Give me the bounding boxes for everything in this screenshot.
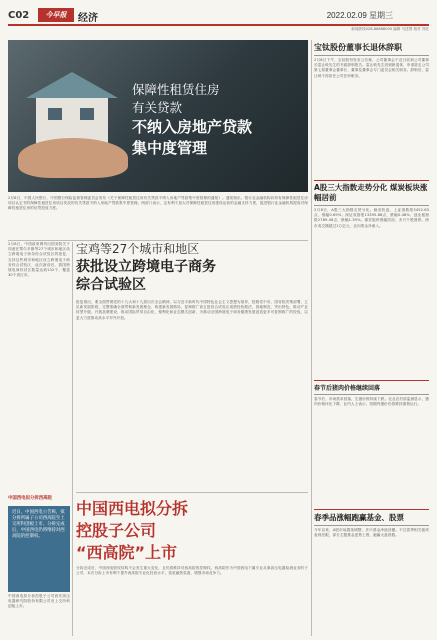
newspaper-logo: 今早报 [38, 8, 74, 22]
article-text: 2月8日，中国人民银行、中国银行保险监督管理委员会发布《关于保障性租赁住房有关贷款不纳入房地产贷款集中度管理的通知》。通知指出，银行业金融机构向持有保障性租赁住房项目认定书的保障性租赁住房项目发放的有关贷款不纳入房地产贷款集中度管理。两部门表示，这有利于加大对保障性租赁住房建设运营的金融支持力度，促进银行业金融机构提高对保障性租赁住房的信贷投放力度。 [8, 196, 308, 211]
middle-kicker: 宝鸡等27个城市和地区 [76, 242, 200, 256]
middle-article-body [76, 300, 308, 490]
header-rule [8, 24, 429, 26]
page-number: C02 [8, 10, 30, 21]
lead-headline-2: 集中度管理 [132, 139, 208, 157]
pull-quote-title: 中国西电拟分拆西高院 [8, 496, 52, 501]
window-icon [48, 108, 62, 120]
divider [76, 492, 308, 493]
house-roof-icon [26, 72, 118, 98]
right-text-3: 春节后，市场需求回落，生猪价格持续下跌。农业农村部监测显示，猪肉价格环比下降，业内人士表示，短期内猪价仍将维持弱势运行。 [314, 397, 429, 407]
lead-feature-image [8, 40, 308, 192]
lead-article-body [8, 196, 308, 240]
bottom-headline-1: 中国西电拟分拆 [76, 499, 189, 518]
divider [314, 509, 429, 510]
right-text-2: 2月8日，A股三大指数走势分化。截至收盘，上证指数报3452.63点，涨幅0.69%；深证成指报13395.88点，跌幅0.48%；创业板指报2789.46点，跌幅1.39%。煤炭板块涨幅居前，多只个股涨停。两市成交额超过1万亿元，北向资金净流入。 [314, 208, 429, 228]
column-divider [311, 40, 312, 636]
blue-summary-box [8, 506, 70, 592]
issue-date: 2022.02.09 星期三 [326, 11, 393, 20]
contact-line: 新闻热线028-88888000 编辑 马述贤 校对 苏旺 [351, 27, 429, 31]
bottom-article-body [76, 566, 308, 636]
article-text: 分拆完成后，中国西电股权结构不会发生重大变化，且仍将维持对西高院的控制权。西高院作为中国西电下属专业从事高压电器检测业务的子公司，本次分拆上市有利于提升西高院专业化经营水平，拓宽融资渠道，增强市场竞争力。 [76, 566, 308, 576]
section-title: 经济 [78, 13, 98, 24]
right-text-4: 今年以来，A股市场震荡调整，多只基金净值回撤。不过春季相关板块表现亮眼，部分主题基金逆势上涨，跑赢大盘指数。 [314, 528, 429, 538]
bottom-headline-2: 控股子公司 [76, 521, 157, 540]
middle-headline-1: 获批设立跨境电子商务 [76, 259, 216, 275]
divider [314, 380, 429, 381]
window-icon [80, 108, 94, 120]
left-column-bottom-text: 中国西电拟分拆控股子公司西安高压电器研究院股份有限公司至上交所科创板上市。 [8, 594, 70, 609]
page-header [8, 8, 429, 38]
right-headline-3: 春节后猪肉价格继续回落 [314, 383, 429, 395]
divider [314, 180, 429, 181]
lead-subtitle-2: 有关贷款 [132, 100, 183, 115]
lead-subtitle-1: 保障性租赁住房 [132, 82, 220, 97]
bottom-headline-3: “西高院”上市 [76, 543, 178, 562]
summary-text: 近日，中国西电公告称，拟分拆所属子公司西高院至上交所科创板上市。分拆完成后，中国西电仍将维持对西高院的控制权。 [12, 510, 65, 539]
left-column-text: 2月8日，中国政府网刊出国务院关于同意在鄂尔多斯等27个城市和地区设立跨境电子商务综合试验区的批复，支持这些城市和地区设立跨境电子商务综合试验区，此次新设后，我国跨境电商综试区数量达到132个，覆盖30个省区市。 [8, 242, 70, 278]
middle-headline-2: 综合试验区 [76, 277, 146, 293]
column-divider [72, 242, 73, 636]
lead-headline-1: 不纳入房地产贷款 [132, 118, 253, 136]
bottom-headline-block [76, 496, 308, 566]
right-headline-1: 宝钛股份董事长退休辞职 [314, 42, 429, 56]
article-text: 批复指出，要全面贯彻党的十九大和十九届历次全会精神，以习近平新时代中国特色社会主义思想为指导，按照党中央、国务院决策部署，立足新发展阶段、完整准确全面贯彻新发展理念、构建新发展格局，复制推广前五批综合试验区成熟经验做法，因地制宜，突出特色，推动产业转型升级，开展品牌建设，推动国际贸易自由化、便利化和业态模式创新，为推动全国跨境电子商务健康发展创造更多可复制推广的经验，以更大力度推动高水平对外开放。 [76, 300, 308, 320]
right-news-column [314, 40, 429, 636]
right-headline-4: 春季品涨幅跑赢基金、股票 [314, 512, 429, 526]
hand-icon [18, 138, 128, 178]
right-text-1: 2月8日下午，宝钛股份发布公告称，公司董事会于近日收到公司董事长雷让岐先生的书面辞职报告。雷让岐先生因到龄退休，申请辞去公司第七届董事会董事长、董事及董事会专门委员会相关职务。辞职后，雷让岐不再担任公司任何职务。 [314, 58, 429, 78]
right-headline-2: A股三大指数走势分化 煤炭板块涨幅居前 [314, 183, 429, 206]
